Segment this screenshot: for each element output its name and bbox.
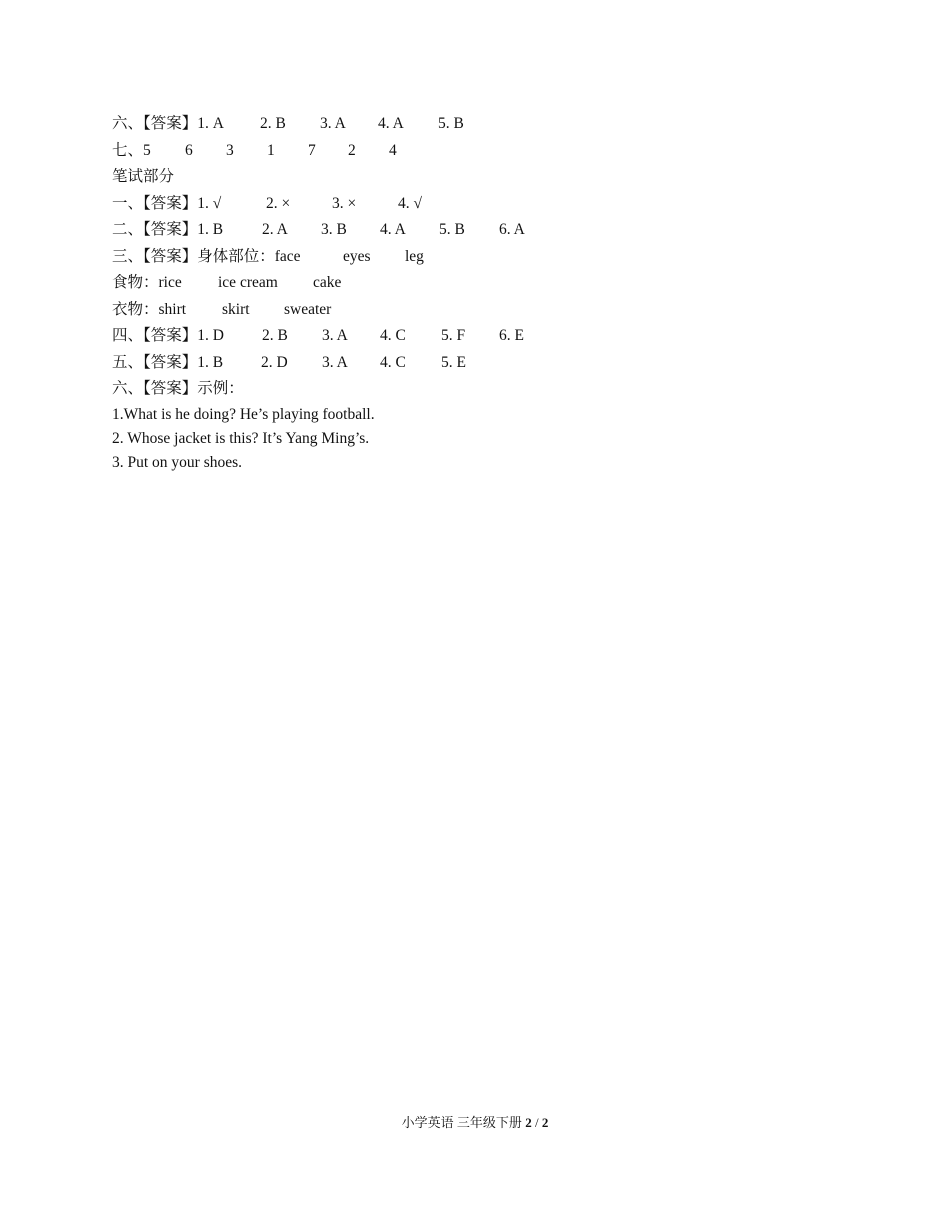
answer-item: 3 — [226, 141, 234, 159]
answer-item: 4. √ — [398, 194, 423, 212]
page-current: 2 — [525, 1115, 532, 1130]
example-sentence — [112, 403, 852, 427]
page-footer — [0, 1113, 950, 1133]
answer-item: 2. B — [260, 115, 286, 132]
page-total: 2 — [541, 1115, 549, 1130]
answer-item: 3. × — [332, 194, 357, 212]
sentence-text: 3. Put on your shoes. — [112, 453, 243, 471]
answer-line-written-2 — [112, 217, 852, 244]
answer-item: ice cream — [218, 274, 278, 291]
sentence-text: 2. Whose jacket is this? It’s Yang Ming’s. — [112, 429, 370, 447]
answer-item: 2. D — [261, 353, 288, 371]
footer-subject: 小学英语 三年级下册 — [401, 1115, 522, 1130]
answer-item: 七、5 — [112, 141, 151, 159]
answer-item: 6. E — [499, 327, 524, 344]
answer-item: 6 — [185, 141, 193, 159]
answer-item: 4. A — [378, 115, 404, 132]
answer-item: 五、【答案】1. B — [112, 353, 224, 371]
answer-item: 二、【答案】1. B — [112, 221, 224, 238]
answer-line-written-3 — [112, 244, 852, 271]
answer-key — [112, 111, 852, 475]
answer-item: cake — [313, 274, 342, 291]
answer-item: 5. B — [439, 221, 465, 238]
answer-item: 1 — [267, 141, 275, 159]
answer-item: leg — [405, 247, 424, 265]
answer-item: sweater — [284, 300, 332, 318]
answer-line-food — [112, 270, 852, 297]
answer-item: 2. × — [266, 194, 291, 212]
answer-item: 2. B — [262, 327, 288, 344]
answer-item: 三、【答案】身体部位：face — [112, 247, 301, 265]
answer-item: 一、【答案】1. √ — [112, 194, 222, 212]
answer-item: 衣物：shirt — [112, 300, 187, 318]
answer-line-written-1 — [112, 191, 852, 218]
answer-line-listening-6 — [112, 111, 852, 138]
answer-item: 3. A — [322, 327, 348, 344]
answer-item: 4. C — [380, 327, 406, 344]
answer-item: 5. E — [441, 353, 466, 371]
answer-item: eyes — [343, 247, 371, 265]
answer-item: 六、【答案】示例： — [112, 380, 244, 397]
answer-item: 3. A — [322, 353, 348, 371]
answer-item: 食物：rice — [112, 274, 182, 291]
answer-line-listening-7 — [112, 138, 852, 165]
answer-line-written-4 — [112, 323, 852, 350]
answer-item: 6. A — [499, 221, 525, 238]
answer-line-written-5 — [112, 350, 852, 377]
section-heading: 笔试部分 — [112, 168, 175, 185]
answer-item: 3. A — [320, 115, 346, 132]
answer-item: 六、【答案】1. A — [112, 115, 224, 132]
answer-item: 3. B — [321, 221, 347, 238]
answer-item: skirt — [222, 300, 250, 318]
answer-line-clothes — [112, 297, 852, 324]
answer-item: 5. F — [441, 327, 466, 344]
answer-item: 4. C — [380, 353, 406, 371]
answer-item: 四、【答案】1. D — [112, 327, 224, 344]
example-sentence — [112, 427, 852, 451]
page-separator: / — [534, 1115, 539, 1130]
answer-item: 2 — [348, 141, 356, 159]
answer-item: 7 — [308, 141, 316, 159]
answer-item: 2. A — [262, 221, 288, 238]
example-sentence — [112, 451, 852, 475]
section-heading-written — [112, 164, 852, 191]
answer-item: 5. B — [438, 115, 464, 132]
answer-item: 4 — [389, 141, 397, 159]
answer-line-written-6 — [112, 376, 852, 403]
answer-item: 4. A — [380, 221, 406, 238]
sentence-text: 1.What is he doing? He’s playing football. — [112, 405, 375, 423]
